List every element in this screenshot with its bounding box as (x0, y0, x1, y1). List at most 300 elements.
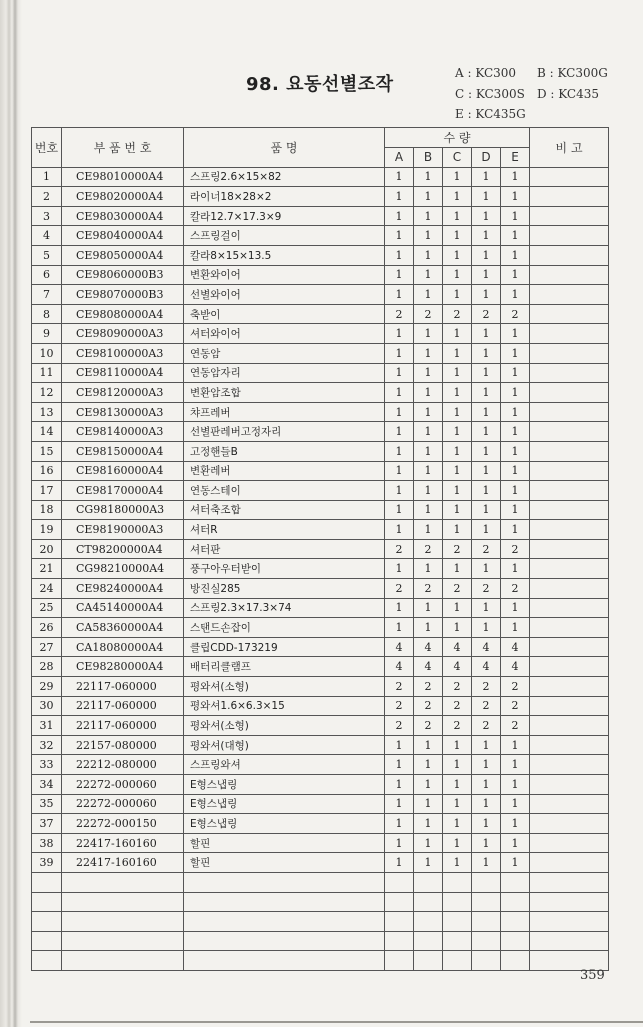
remark-cell (530, 579, 609, 599)
table-row (32, 226, 609, 246)
qty-b: 1 (414, 500, 443, 520)
qty-c: 1 (443, 735, 472, 755)
empty-cell (443, 872, 472, 892)
empty-cell (62, 951, 184, 971)
part-name: 연동암자리 (184, 363, 385, 383)
table-row (32, 500, 609, 520)
qty-a: 1 (385, 794, 414, 814)
qty-d: 2 (472, 304, 501, 324)
empty-cell (414, 931, 443, 951)
table-row (32, 187, 609, 207)
qty-e: 1 (501, 520, 530, 540)
part-name: 스프링2.6×15×82 (184, 167, 385, 187)
qty-b: 1 (414, 755, 443, 775)
row-number: 3 (32, 206, 62, 226)
remark-cell (530, 794, 609, 814)
table-row (32, 245, 609, 265)
remark-cell (530, 167, 609, 187)
part-name: E형스냅링 (184, 775, 385, 795)
table-row (32, 696, 609, 716)
qty-e: 1 (501, 265, 530, 285)
qty-a: 2 (385, 579, 414, 599)
row-number: 17 (32, 481, 62, 501)
qty-e: 1 (501, 559, 530, 579)
qty-b: 2 (414, 696, 443, 716)
remark-cell (530, 324, 609, 344)
remark-cell (530, 559, 609, 579)
qty-a: 2 (385, 677, 414, 697)
qty-d: 2 (472, 716, 501, 736)
empty-row (32, 892, 609, 912)
qty-d: 1 (472, 794, 501, 814)
header-name: 품 명 (184, 128, 385, 168)
row-number: 29 (32, 677, 62, 697)
part-number: CA45140000A4 (62, 598, 184, 618)
empty-cell (32, 912, 62, 932)
table-row (32, 304, 609, 324)
qty-c: 1 (443, 598, 472, 618)
part-name: 스프링와셔 (184, 755, 385, 775)
qty-c: 2 (443, 677, 472, 697)
part-number: 22117-060000 (62, 677, 184, 697)
header-col-c: C (443, 148, 472, 168)
part-name: 칼라12.7×17.3×9 (184, 206, 385, 226)
row-number: 25 (32, 598, 62, 618)
table-row (32, 598, 609, 618)
part-number: 22272-000060 (62, 775, 184, 795)
row-number: 1 (32, 167, 62, 187)
qty-b: 1 (414, 814, 443, 834)
qty-e: 1 (501, 441, 530, 461)
qty-e: 1 (501, 363, 530, 383)
part-name: 할핀 (184, 853, 385, 873)
part-number: 22417-160160 (62, 833, 184, 853)
model-legend-d: D : KC435 (537, 87, 600, 101)
empty-cell (443, 931, 472, 951)
row-number: 33 (32, 755, 62, 775)
part-name: 변환암조합 (184, 383, 385, 403)
qty-a: 1 (385, 226, 414, 246)
qty-a: 1 (385, 735, 414, 755)
row-number: 30 (32, 696, 62, 716)
table-row (32, 461, 609, 481)
empty-cell (530, 892, 609, 912)
remark-cell (530, 775, 609, 795)
qty-d: 1 (472, 187, 501, 207)
remark-cell (530, 755, 609, 775)
model-legend-e: E : KC435G (455, 107, 526, 121)
empty-cell (32, 931, 62, 951)
empty-row (32, 931, 609, 951)
header-col-a: A (385, 148, 414, 168)
qty-e: 1 (501, 461, 530, 481)
qty-d: 1 (472, 343, 501, 363)
empty-cell (414, 951, 443, 971)
remark-cell (530, 441, 609, 461)
remark-cell (530, 677, 609, 697)
qty-d: 2 (472, 696, 501, 716)
table-row (32, 539, 609, 559)
table-row (32, 422, 609, 442)
part-number: 22117-060000 (62, 696, 184, 716)
empty-cell (184, 912, 385, 932)
part-number: CE98020000A4 (62, 187, 184, 207)
empty-cell (184, 951, 385, 971)
part-name: 평와셔(소형) (184, 716, 385, 736)
part-number: CE98280000A4 (62, 657, 184, 677)
qty-a: 1 (385, 559, 414, 579)
qty-b: 2 (414, 677, 443, 697)
page-title: 98. 요동선별조작 (246, 74, 394, 95)
empty-cell (443, 912, 472, 932)
qty-c: 1 (443, 265, 472, 285)
qty-c: 1 (443, 402, 472, 422)
qty-c: 2 (443, 304, 472, 324)
table-row (32, 383, 609, 403)
qty-c: 1 (443, 461, 472, 481)
qty-a: 2 (385, 539, 414, 559)
empty-cell (472, 892, 501, 912)
page-number: 359 (580, 968, 605, 983)
empty-cell (184, 892, 385, 912)
qty-d: 1 (472, 167, 501, 187)
empty-cell (472, 912, 501, 932)
qty-a: 1 (385, 775, 414, 795)
qty-d: 1 (472, 500, 501, 520)
part-number: CE98060000B3 (62, 265, 184, 285)
part-name: 연동스테이 (184, 481, 385, 501)
table-row (32, 265, 609, 285)
empty-cell (501, 892, 530, 912)
qty-a: 1 (385, 461, 414, 481)
table-row (32, 285, 609, 305)
qty-b: 1 (414, 441, 443, 461)
qty-e: 1 (501, 285, 530, 305)
qty-d: 1 (472, 441, 501, 461)
row-number: 13 (32, 402, 62, 422)
qty-b: 1 (414, 422, 443, 442)
qty-c: 1 (443, 833, 472, 853)
qty-d: 4 (472, 637, 501, 657)
qty-e: 1 (501, 324, 530, 344)
empty-cell (385, 892, 414, 912)
part-name: 선별와이어 (184, 285, 385, 305)
qty-c: 1 (443, 500, 472, 520)
remark-cell (530, 383, 609, 403)
part-name: 챠프레버 (184, 402, 385, 422)
table-row (32, 167, 609, 187)
qty-e: 2 (501, 304, 530, 324)
qty-e: 1 (501, 402, 530, 422)
qty-a: 1 (385, 343, 414, 363)
qty-c: 1 (443, 481, 472, 501)
row-number: 39 (32, 853, 62, 873)
part-name: 방진실285 (184, 579, 385, 599)
qty-d: 1 (472, 481, 501, 501)
part-number: CE98030000A4 (62, 206, 184, 226)
table-row (32, 324, 609, 344)
row-number: 16 (32, 461, 62, 481)
qty-b: 1 (414, 794, 443, 814)
remark-cell (530, 343, 609, 363)
part-number: CE98010000A4 (62, 167, 184, 187)
qty-a: 1 (385, 245, 414, 265)
model-legend-a: A : KC300 (455, 66, 517, 80)
part-name: 선별판레버고정자리 (184, 422, 385, 442)
qty-c: 1 (443, 755, 472, 775)
qty-a: 1 (385, 755, 414, 775)
remark-cell (530, 520, 609, 540)
row-number: 38 (32, 833, 62, 853)
empty-cell (62, 931, 184, 951)
part-number: CE98050000A4 (62, 245, 184, 265)
qty-e: 2 (501, 716, 530, 736)
part-name: 셔터R (184, 520, 385, 540)
qty-d: 1 (472, 383, 501, 403)
qty-d: 1 (472, 853, 501, 873)
qty-d: 1 (472, 422, 501, 442)
row-number: 4 (32, 226, 62, 246)
qty-a: 1 (385, 285, 414, 305)
qty-d: 1 (472, 363, 501, 383)
row-number: 27 (32, 637, 62, 657)
qty-d: 1 (472, 520, 501, 540)
row-number: 18 (32, 500, 62, 520)
part-name: 스탠드손잡이 (184, 618, 385, 638)
part-number: CG98210000A4 (62, 559, 184, 579)
qty-c: 1 (443, 285, 472, 305)
table-row (32, 481, 609, 501)
remark-cell (530, 500, 609, 520)
remark-cell (530, 481, 609, 501)
part-name: 연동암 (184, 343, 385, 363)
row-number: 14 (32, 422, 62, 442)
qty-a: 2 (385, 304, 414, 324)
empty-cell (501, 951, 530, 971)
qty-b: 2 (414, 304, 443, 324)
part-number: 22272-000060 (62, 794, 184, 814)
part-number: 22417-160160 (62, 853, 184, 873)
qty-e: 1 (501, 814, 530, 834)
qty-c: 1 (443, 814, 472, 834)
table-row (32, 755, 609, 775)
empty-cell (385, 951, 414, 971)
empty-cell (501, 872, 530, 892)
qty-b: 1 (414, 226, 443, 246)
qty-e: 1 (501, 500, 530, 520)
header-no: 번호 (32, 128, 62, 168)
qty-c: 1 (443, 422, 472, 442)
empty-cell (32, 872, 62, 892)
part-number: CE98080000A4 (62, 304, 184, 324)
row-number: 19 (32, 520, 62, 540)
qty-a: 2 (385, 716, 414, 736)
row-number: 9 (32, 324, 62, 344)
table-row (32, 579, 609, 599)
part-number: CE98190000A3 (62, 520, 184, 540)
part-name: 스프링2.3×17.3×74 (184, 598, 385, 618)
part-name: 축받이 (184, 304, 385, 324)
empty-row (32, 951, 609, 971)
empty-cell (414, 872, 443, 892)
qty-e: 1 (501, 618, 530, 638)
table-row (32, 559, 609, 579)
part-number: CE98130000A3 (62, 402, 184, 422)
table-row (32, 441, 609, 461)
table-row (32, 794, 609, 814)
remark-cell (530, 226, 609, 246)
qty-e: 1 (501, 481, 530, 501)
qty-a: 2 (385, 696, 414, 716)
table-row (32, 206, 609, 226)
part-name: 셔터와이어 (184, 324, 385, 344)
qty-c: 1 (443, 206, 472, 226)
row-number: 28 (32, 657, 62, 677)
part-number: CE98150000A4 (62, 441, 184, 461)
qty-c: 2 (443, 696, 472, 716)
table-row (32, 637, 609, 657)
header-col-b: B (414, 148, 443, 168)
remark-cell (530, 363, 609, 383)
qty-a: 4 (385, 637, 414, 657)
part-name: 셔터축조합 (184, 500, 385, 520)
remark-cell (530, 206, 609, 226)
remark-cell (530, 245, 609, 265)
remark-cell (530, 304, 609, 324)
remark-cell (530, 598, 609, 618)
row-number: 26 (32, 618, 62, 638)
remark-cell (530, 833, 609, 853)
qty-d: 1 (472, 814, 501, 834)
row-number: 2 (32, 187, 62, 207)
qty-c: 1 (443, 794, 472, 814)
qty-c: 1 (443, 324, 472, 344)
table-row (32, 735, 609, 755)
part-number: CA58360000A4 (62, 618, 184, 638)
part-number: CE98110000A4 (62, 363, 184, 383)
part-name: 할핀 (184, 833, 385, 853)
empty-cell (62, 912, 184, 932)
table-row (32, 520, 609, 540)
empty-cell (184, 931, 385, 951)
qty-a: 1 (385, 520, 414, 540)
qty-d: 1 (472, 775, 501, 795)
row-number: 34 (32, 775, 62, 795)
part-number: CG98180000A3 (62, 500, 184, 520)
empty-row (32, 912, 609, 932)
empty-cell (414, 912, 443, 932)
qty-e: 1 (501, 833, 530, 853)
empty-cell (530, 872, 609, 892)
qty-d: 1 (472, 402, 501, 422)
qty-e: 1 (501, 422, 530, 442)
qty-b: 4 (414, 637, 443, 657)
table-row (32, 618, 609, 638)
header-qty: 수 량 (385, 128, 530, 148)
remark-cell (530, 657, 609, 677)
header-remark: 비 고 (530, 128, 609, 168)
part-name: 배터리클램프 (184, 657, 385, 677)
qty-b: 1 (414, 735, 443, 755)
row-number: 10 (32, 343, 62, 363)
remark-cell (530, 716, 609, 736)
qty-d: 1 (472, 618, 501, 638)
remark-cell (530, 461, 609, 481)
empty-cell (385, 931, 414, 951)
qty-e: 1 (501, 245, 530, 265)
qty-b: 1 (414, 520, 443, 540)
qty-d: 1 (472, 735, 501, 755)
remark-cell (530, 696, 609, 716)
header-part-no: 부 품 번 호 (62, 128, 184, 168)
part-number: CE98090000A3 (62, 324, 184, 344)
header-col-d: D (472, 148, 501, 168)
qty-a: 1 (385, 206, 414, 226)
qty-b: 4 (414, 657, 443, 677)
empty-cell (530, 912, 609, 932)
qty-e: 1 (501, 755, 530, 775)
qty-d: 2 (472, 539, 501, 559)
part-number: 22272-000150 (62, 814, 184, 834)
part-name: 고정핸들B (184, 441, 385, 461)
qty-a: 1 (385, 265, 414, 285)
table-row (32, 402, 609, 422)
row-number: 21 (32, 559, 62, 579)
row-number: 12 (32, 383, 62, 403)
row-number: 8 (32, 304, 62, 324)
qty-e: 2 (501, 539, 530, 559)
remark-cell (530, 422, 609, 442)
empty-cell (414, 892, 443, 912)
part-number: CE98160000A4 (62, 461, 184, 481)
empty-cell (501, 912, 530, 932)
remark-cell (530, 265, 609, 285)
qty-a: 1 (385, 441, 414, 461)
qty-c: 1 (443, 853, 472, 873)
qty-d: 1 (472, 285, 501, 305)
empty-cell (184, 872, 385, 892)
qty-b: 1 (414, 833, 443, 853)
remark-cell (530, 853, 609, 873)
qty-b: 1 (414, 265, 443, 285)
part-number: CT98200000A4 (62, 539, 184, 559)
part-number: 22117-060000 (62, 716, 184, 736)
remark-cell (530, 735, 609, 755)
qty-b: 1 (414, 461, 443, 481)
table-row (32, 677, 609, 697)
bottom-rule (30, 1021, 643, 1023)
row-number: 5 (32, 245, 62, 265)
remark-cell (530, 187, 609, 207)
qty-b: 1 (414, 245, 443, 265)
qty-c: 1 (443, 343, 472, 363)
row-number: 31 (32, 716, 62, 736)
qty-e: 1 (501, 383, 530, 403)
qty-b: 1 (414, 775, 443, 795)
part-name: 평와셔(대형) (184, 735, 385, 755)
qty-a: 1 (385, 383, 414, 403)
remark-cell (530, 637, 609, 657)
qty-a: 1 (385, 481, 414, 501)
qty-c: 1 (443, 363, 472, 383)
part-number: CE98040000A4 (62, 226, 184, 246)
row-number: 15 (32, 441, 62, 461)
remark-cell (530, 402, 609, 422)
qty-b: 2 (414, 716, 443, 736)
qty-c: 4 (443, 637, 472, 657)
qty-c: 1 (443, 520, 472, 540)
qty-e: 2 (501, 696, 530, 716)
